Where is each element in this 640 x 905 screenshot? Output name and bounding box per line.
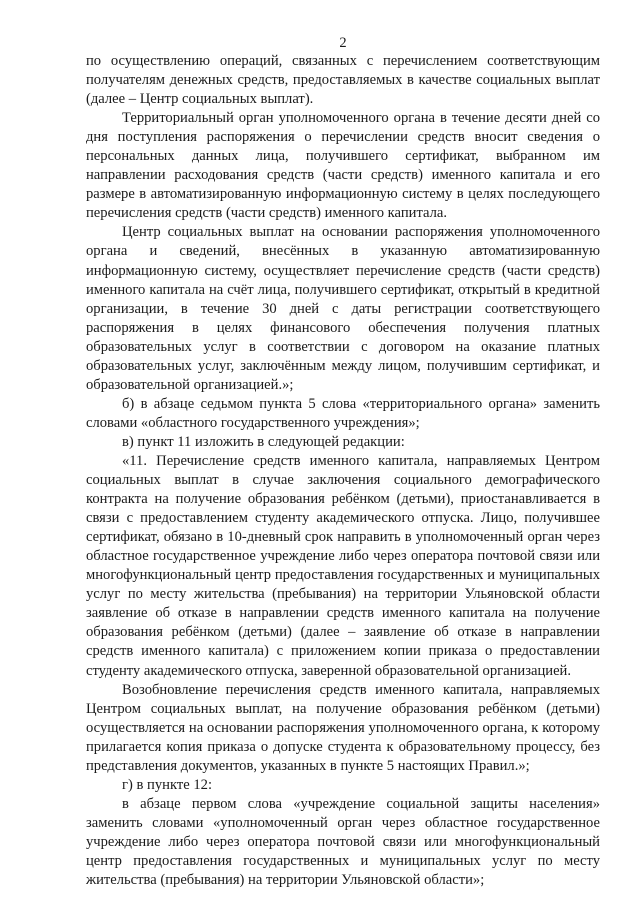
paragraph-amendment-b: б) в абзаце седьмом пункта 5 слова «территориального органа» заменить словами «областного государственного учреждения»; — [86, 395, 600, 431]
paragraph-continuation: по осуществлению операций, связанных с перечислением соответствующим получателям денежных средств, предоставляемых в качестве социальных выплат (далее – Центр социальных выплат). — [86, 53, 600, 108]
paragraph-amendment-v: в) пункт 11 изложить в следующей редакции: — [122, 433, 405, 450]
page-number: 2 — [339, 35, 347, 51]
paragraph-first-subclause: в абзаце первом слова «учреждение социальной защиты населения» заменить словами «уполномоченный орган через областное государственное учреждение либо через оператора почтовой связи или многофункциональный центр предоставления государственных и муниципальных услуг по месту жительства (пребывания) на территории Ульяновской области»; — [86, 795, 600, 889]
paragraph-payment-center: Центр социальных выплат на основании распоряжения уполномоченного органа и сведений, внесённых в указанную автоматизированную информационную систему, осуществляет перечисление средств (части средств) именного капитала на счёт лица, получившего сертификат, открытый в кредитной организации, в течение 30 дней с даты регистрации соответствующего распоряжения в целях финансового обеспечения получения платных образовательных услуг в соответствии с договором на оказание платных образовательных услуг, заключённым между лицом, получившим сертификат, и образовательной организацией.»; — [86, 224, 600, 393]
document-body — [86, 52, 600, 890]
paragraph-territorial-organ: Территориальный орган уполномоченного органа в течение десяти дней со дня поступления распоряжения о перечислении средств вносит сведения о персональных данных лица, получившего сертификат, выбранном им направлении расходования средств (части средств) именного капитала и его размере в автоматизированную информационную систему в целях последующего перечисления средств (части средств) именного капитала. — [86, 110, 600, 222]
paragraph-clause-11: «11. Перечисление средств именного капитала, направляемых Центром социальных выплат в случае заключения социального демографического контракта на получение образования ребёнком (детьми), приостанавливается в связи с предоставлением студенту академического отпуска. Лицо, получившее сертификат, обязано в 10-дневный срок направить в уполномоченный орган через областное государственное учреждение либо через оператора почтовой связи или многофункциональный центр предоставления государственных и муниципальных услуг по месту жительства (пребывания) на территории Ульяновской области заявление об отказе в направлении средств именного капитала на получение образования ребёнком (детьми) (далее – заявление об отказе в направлении средств именного капитала) с приложением копии приказа о предоставлении студенту академического отпуска, заверенной образовательной организацией. — [86, 452, 600, 679]
paragraph-resumption: Возобновление перечисления средств именного капитала, направляемых Центром социальных выплат, на получение образования ребёнком (детьми) осуществляется на основании распоряжения уполномоченного органа, к которому прилагается копия приказа о допуске студента к образовательному процессу, без представления документов, указанных в пункте 5 настоящих Правил.»; — [86, 681, 600, 774]
paragraph-amendment-g: г) в пункте 12: — [122, 776, 212, 793]
